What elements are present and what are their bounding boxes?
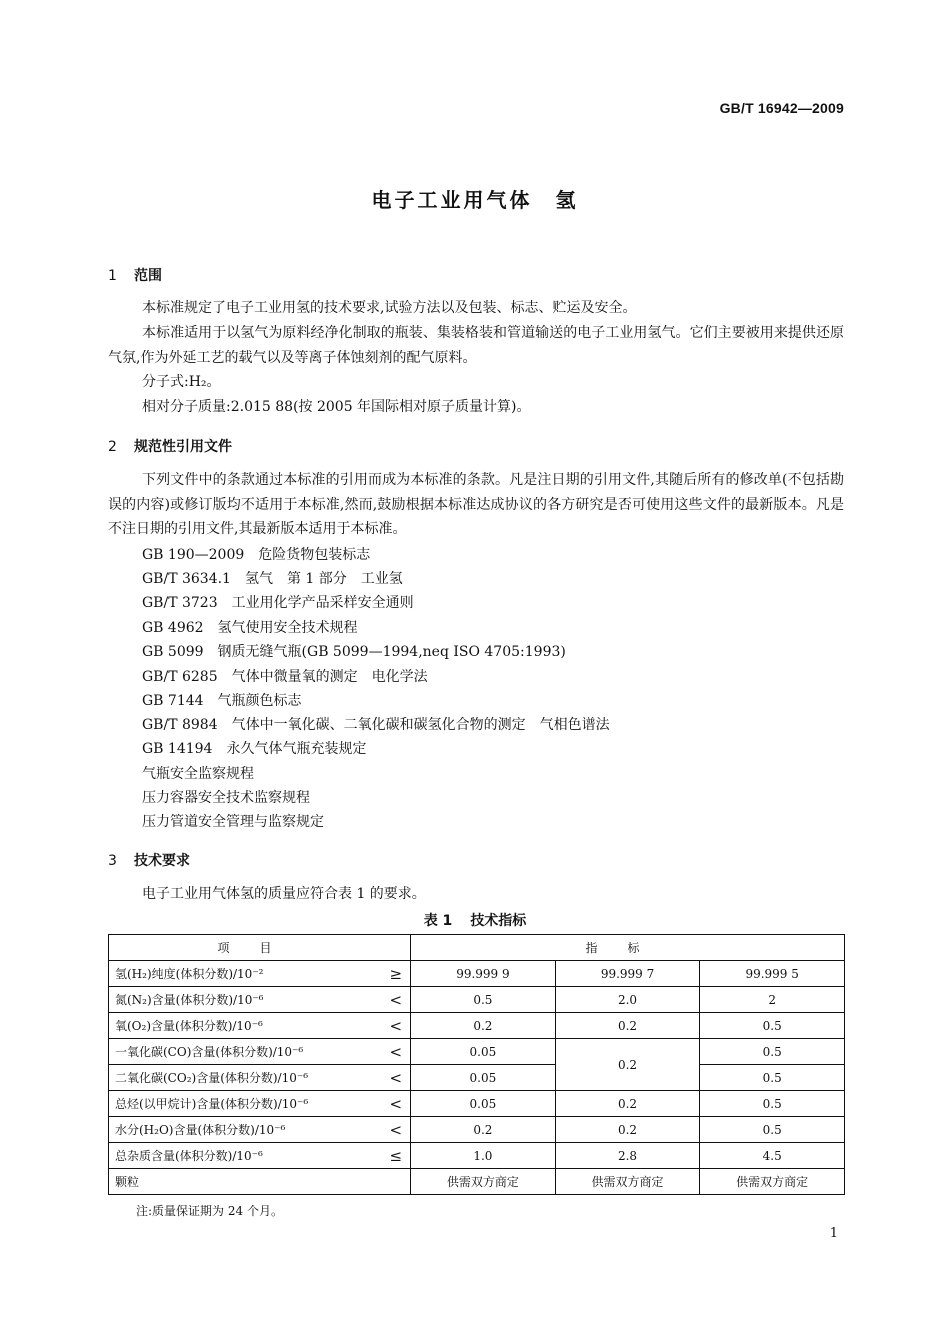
value-cell: 99.999 9 bbox=[411, 961, 556, 987]
comparison-symbol: ≤ bbox=[389, 1146, 403, 1165]
reference-item: GB 14194 永久气体气瓶充装规定 bbox=[142, 741, 367, 757]
section-number: 2 bbox=[108, 439, 117, 455]
section-title: 规范性引用文件 bbox=[134, 439, 232, 455]
item-label: 总杂质含量(体积分数)/10⁻⁶ bbox=[115, 1149, 263, 1163]
value-cell: 2.0 bbox=[555, 987, 700, 1013]
item-label: 氧(O₂)含量(体积分数)/10⁻⁶ bbox=[115, 1019, 263, 1033]
table-row bbox=[109, 1065, 845, 1091]
table-caption bbox=[0, 910, 950, 930]
value-cell: 0.2 bbox=[411, 1013, 556, 1039]
value-cell: 99.999 7 bbox=[555, 961, 700, 987]
comparison-symbol: < bbox=[389, 1068, 403, 1087]
row-item bbox=[109, 1117, 411, 1143]
value-cell: 0.2 bbox=[555, 1091, 700, 1117]
references-intro: 下列文件中的条款通过本标准的引用而成为本标准的条款。凡是注日期的引用文件,其随后所有的修改单(不包括勘误的内容)或修订版均不适用于本标准,然而,鼓励根据本标准达成协议的各方研究是否可使用这些文件的最新版本。凡是不注日期的引用文件,其最新版本适用于本标准。 bbox=[108, 472, 844, 537]
column-header-spec: 指标 bbox=[411, 935, 845, 961]
table-row bbox=[109, 1013, 845, 1039]
requirements-paragraph: 电子工业用气体氢的质量应符合表 1 的要求。 bbox=[142, 886, 426, 902]
value-cell-merged: 0.2 bbox=[555, 1039, 700, 1091]
value-cell: 0.2 bbox=[555, 1117, 700, 1143]
comparison-symbol: < bbox=[389, 990, 403, 1009]
table-header-row bbox=[109, 935, 845, 961]
value-cell: 99.999 5 bbox=[700, 961, 845, 987]
value-cell: 1.0 bbox=[411, 1143, 556, 1169]
table-row bbox=[109, 1169, 845, 1195]
spec-table bbox=[108, 934, 845, 1195]
value-cell: 0.05 bbox=[411, 1065, 556, 1091]
item-label: 氢(H₂)纯度(体积分数)/10⁻² bbox=[115, 967, 264, 981]
section-title: 技术要求 bbox=[134, 853, 190, 869]
value-cell: 0.2 bbox=[555, 1013, 700, 1039]
molecular-mass: 相对分子质量:2.015 88(按 2005 年国际相对原子质量计算)。 bbox=[142, 399, 531, 415]
row-item bbox=[109, 1013, 411, 1039]
molecular-formula: 分子式:H₂。 bbox=[142, 374, 221, 390]
table-row bbox=[109, 1091, 845, 1117]
table-row bbox=[109, 1143, 845, 1169]
item-label: 总烃(以甲烷计)含量(体积分数)/10⁻⁶ bbox=[115, 1097, 309, 1111]
value-cell: 供需双方商定 bbox=[700, 1169, 845, 1195]
section-number: 3 bbox=[108, 853, 117, 869]
reference-item: 压力管道安全管理与监察规定 bbox=[142, 814, 324, 830]
section-1-heading bbox=[108, 265, 162, 285]
table-caption-number: 表 1 bbox=[423, 913, 453, 929]
section-title: 范围 bbox=[134, 268, 162, 284]
scope-paragraph-2: 本标准适用于以氢气为原料经净化制取的瓶装、集装格装和管道输送的电子工业用氢气。它们主要被用来提供还原气氛,作为外延工艺的载气以及等离子体蚀刻剂的配气原料。 bbox=[108, 325, 844, 366]
value-cell: 0.5 bbox=[700, 1039, 845, 1065]
value-cell: 4.5 bbox=[700, 1143, 845, 1169]
reference-item: GB 7144 气瓶颜色标志 bbox=[142, 693, 302, 709]
comparison-symbol: < bbox=[389, 1016, 403, 1035]
table-row bbox=[109, 987, 845, 1013]
standard-code: GB/T 16942—2009 bbox=[719, 100, 844, 116]
scope-paragraph-1: 本标准规定了电子工业用氢的技术要求,试验方法以及包装、标志、贮运及安全。 bbox=[142, 300, 637, 316]
reference-item: GB 5099 钢质无缝气瓶(GB 5099—1994,neq ISO 4705:1993) bbox=[142, 644, 566, 660]
reference-item: GB/T 6285 气体中微量氧的测定 电化学法 bbox=[142, 669, 428, 685]
value-cell: 0.5 bbox=[700, 1065, 845, 1091]
table-note: 注:质量保证期为 24 个月。 bbox=[136, 1204, 283, 1218]
comparison-symbol: < bbox=[389, 1120, 403, 1139]
item-label: 二氧化碳(CO₂)含量(体积分数)/10⁻⁶ bbox=[115, 1071, 309, 1085]
table-row bbox=[109, 961, 845, 987]
comparison-symbol: < bbox=[389, 1042, 403, 1061]
section-2-heading bbox=[108, 436, 232, 456]
value-cell: 0.05 bbox=[411, 1039, 556, 1065]
value-cell: 2 bbox=[700, 987, 845, 1013]
value-cell: 供需双方商定 bbox=[411, 1169, 556, 1195]
value-cell: 0.5 bbox=[700, 1091, 845, 1117]
page-number: 1 bbox=[829, 1226, 838, 1241]
value-cell: 2.8 bbox=[555, 1143, 700, 1169]
row-item bbox=[109, 1169, 411, 1195]
reference-item: 压力容器安全技术监察规程 bbox=[142, 790, 310, 806]
item-label: 氮(N₂)含量(体积分数)/10⁻⁶ bbox=[115, 993, 264, 1007]
item-label: 一氧化碳(CO)含量(体积分数)/10⁻⁶ bbox=[115, 1045, 304, 1059]
value-cell: 0.5 bbox=[700, 1117, 845, 1143]
row-item bbox=[109, 961, 411, 987]
item-label: 颗粒 bbox=[115, 1175, 140, 1189]
reference-item: GB 190—2009 危险货物包装标志 bbox=[142, 547, 371, 563]
section-number: 1 bbox=[108, 268, 117, 284]
value-cell: 0.05 bbox=[411, 1091, 556, 1117]
reference-item: GB/T 8984 气体中一氧化碳、二氧化碳和碳氢化合物的测定 气相色谱法 bbox=[142, 717, 610, 733]
row-item bbox=[109, 1091, 411, 1117]
table-row bbox=[109, 1117, 845, 1143]
table-caption-title: 技术指标 bbox=[470, 913, 527, 929]
comparison-symbol: ≥ bbox=[389, 964, 403, 983]
reference-item: GB 4962 氢气使用安全技术规程 bbox=[142, 620, 358, 636]
value-cell: 0.5 bbox=[411, 987, 556, 1013]
section-3-heading bbox=[108, 850, 190, 870]
value-cell: 0.5 bbox=[700, 1013, 845, 1039]
row-item bbox=[109, 987, 411, 1013]
row-item bbox=[109, 1143, 411, 1169]
table-row bbox=[109, 1039, 845, 1065]
value-cell: 0.2 bbox=[411, 1117, 556, 1143]
value-cell: 供需双方商定 bbox=[555, 1169, 700, 1195]
item-label: 水分(H₂O)含量(体积分数)/10⁻⁶ bbox=[115, 1123, 286, 1137]
reference-item: 气瓶安全监察规程 bbox=[142, 766, 254, 782]
reference-item: GB/T 3634.1 氢气 第 1 部分 工业氢 bbox=[142, 571, 403, 587]
page-title: 电子工业用气体 氢 bbox=[371, 188, 579, 212]
column-header-item: 项目 bbox=[109, 935, 411, 961]
row-item bbox=[109, 1065, 411, 1091]
comparison-symbol: < bbox=[389, 1094, 403, 1113]
reference-item: GB/T 3723 工业用化学产品采样安全通则 bbox=[142, 595, 414, 611]
row-item bbox=[109, 1039, 411, 1065]
